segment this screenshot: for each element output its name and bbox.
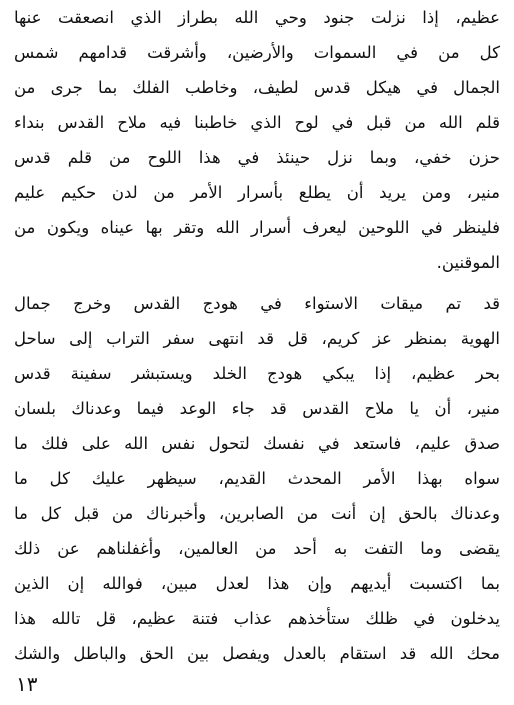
text-line: فلينظر في اللوحين ليعرف أسرار الله وتقر بها عيناه ويكون من [14, 218, 500, 237]
text-line: الموقنين. [436, 253, 500, 272]
text-line: قد تم ميقات الاستواء في هودج القدس وخرج جمال [14, 294, 500, 313]
text-line: قلم الله من قبل في لوح الذي خاطبنا فيه ملاح القدس بنداء [14, 113, 500, 132]
text-line: عظيم، إذا نزلت جنود وحي الله بطراز الذي انصعقت عنها [14, 8, 500, 27]
text-line: صدق عليم، فاستعد في نفسك لتحول نفس الله على فلك ما [14, 434, 500, 453]
text-line: بحر عظيم، إذا يبكي هودج الخلد ويستبشر سفينة قدس [14, 364, 500, 383]
text-line: يقضى وما التفت به أحد من العالمين، وأغفلناهم عن ذلك [14, 539, 500, 558]
text-line: الهوية بمنظر عز كريم، قل قد انتهى سفر التراب إلى ساحل [14, 329, 500, 348]
text-line: منير، أن يا ملاح القدس قد جاء الوعد فيما وعدناك بلسان [14, 399, 500, 418]
text-line: محك الله قد استقام بالعدل ويفصل بين الحق والباطل والشك [14, 644, 500, 663]
text-line: كل من في السموات والأرضين، وأشرقت قدامهم شمس [14, 43, 500, 62]
text-line: الجمال في هيكل قدس لطيف، وخاطب الفلك بما جرى من [14, 78, 500, 97]
text-line: يدخلون في ظلك ستأخذهم عذاب فتنة عظيم، قل تالله هذا [14, 609, 500, 628]
text-line: حزن خفي، وبما نزل حينئذ في هذا اللوح من قلم قدس [14, 148, 500, 167]
text-line: وعدناك بالحق إن أنت من الصابرين، وأخبرناك من قبل كل ما [14, 504, 500, 523]
text-line: سواه بهذا الأمر المحدث القديم، سيظهر عليك كل ما [14, 469, 500, 488]
page-number: ١٣ [16, 672, 38, 696]
paragraph-2 [14, 286, 500, 671]
text-line: بما اكتسبت أيديهم وإن هذا لعدل مبين، فوالله إن الذين [14, 574, 500, 593]
paragraph-1 [14, 0, 500, 280]
text-line: منير، ومن يريد أن يطلع بأسرار الأمر من لدن حكيم عليم [14, 183, 500, 202]
